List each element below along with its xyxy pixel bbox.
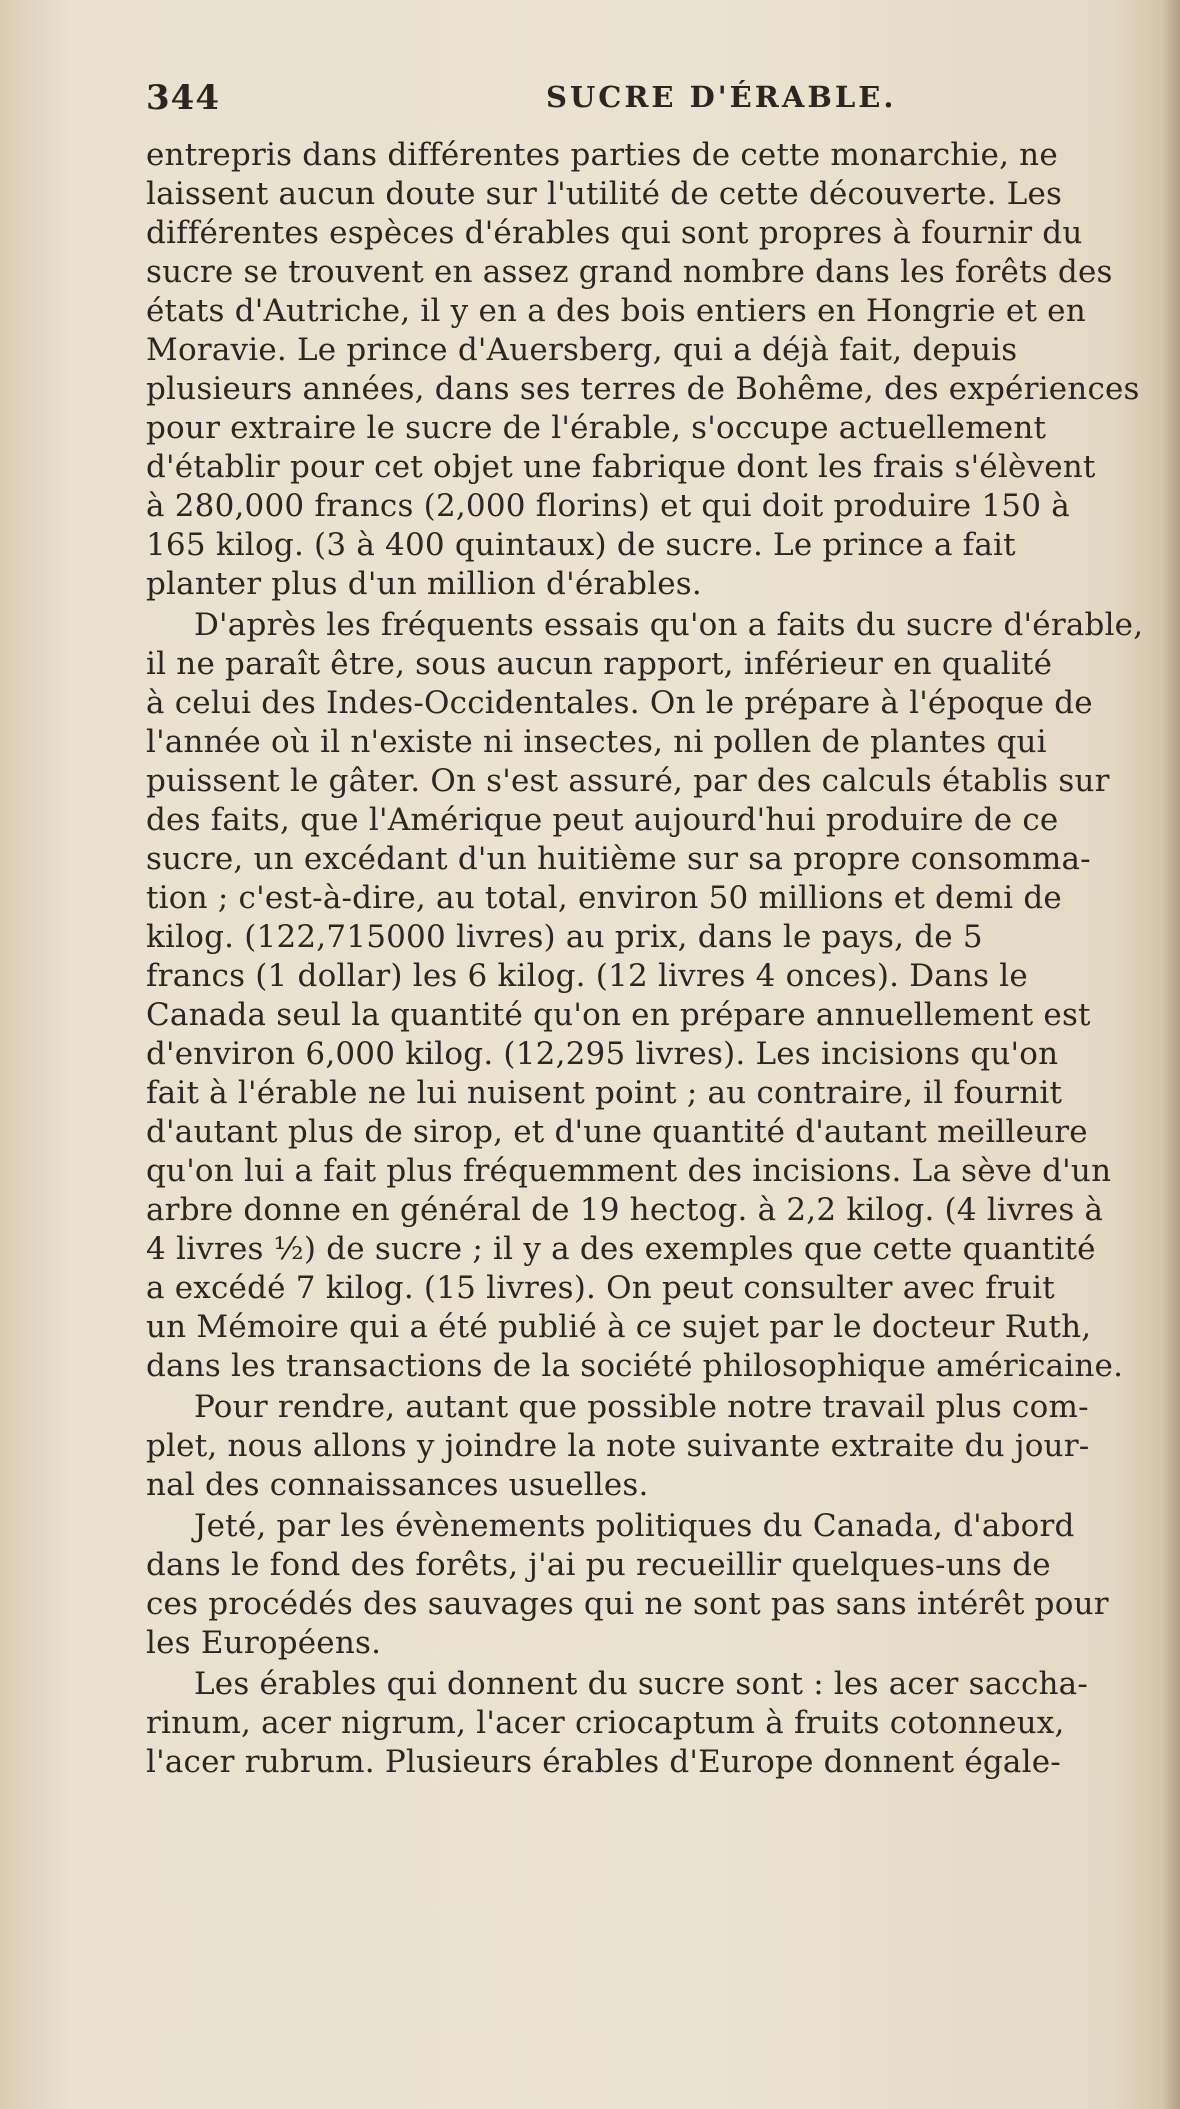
text-line: un Mémoire qui a été publié à ce sujet par le docteur Ruth, — [146, 1309, 1092, 1345]
text-line: à celui des Indes-Occidentales. On le prépare à l'époque de — [146, 685, 1093, 721]
text-line: d'établir pour cet objet une fabrique dont les frais s'élèvent — [146, 449, 1096, 485]
text-line: laissent aucun doute sur l'utilité de cette découverte. Les — [146, 176, 1063, 212]
text-line: d'autant plus de sirop, et d'une quantité d'autant meilleure — [146, 1114, 1088, 1150]
paragraph-start-line: Jeté, par les évènements politiques du Canada, d'abord — [194, 1508, 1075, 1544]
text-line: puissent le gâter. On s'est assuré, par des calculs établis sur — [146, 763, 1110, 799]
text-line: tion ; c'est-à-dire, au total, environ 50 millions et demi de — [146, 880, 1062, 916]
text-line: différentes espèces d'érables qui sont propres à fournir du — [146, 215, 1083, 251]
text-line: ces procédés des sauvages qui ne sont pas sans intérêt pour — [146, 1586, 1109, 1622]
text-line: l'acer rubrum. Plusieurs érables d'Europe donnent égale- — [146, 1744, 1061, 1780]
text-line: arbre donne en général de 19 hectog. à 2,2 kilog. (4 livres à — [146, 1192, 1104, 1228]
text-line: kilog. (122,715000 livres) au prix, dans le pays, de 5 — [146, 919, 983, 955]
page-header — [146, 78, 1146, 128]
text-line: des faits, que l'Amérique peut aujourd'hui produire de ce — [146, 802, 1059, 838]
text-line: dans le fond des forêts, j'ai pu recueillir quelques-uns de — [146, 1547, 1051, 1583]
text-line: Canada seul la quantité qu'on en prépare annuellement est — [146, 997, 1091, 1033]
text-line: qu'on lui a fait plus fréquemment des incisions. La sève d'un — [146, 1153, 1112, 1189]
text-line: plusieurs années, dans ses terres de Bohême, des expériences — [146, 371, 1140, 407]
text-line: il ne paraît être, sous aucun rapport, inférieur en qualité — [146, 646, 1053, 682]
body-text — [146, 136, 1168, 1782]
text-line: à 280,000 francs (2,000 florins) et qui doit produire 150 à — [146, 488, 1070, 524]
paragraph-start-line: D'après les fréquents essais qu'on a faits du sucre d'érable, — [194, 607, 1144, 643]
paragraph-start-line: Pour rendre, autant que possible notre travail plus com- — [194, 1389, 1089, 1425]
text-line: 165 kilog. (3 à 400 quintaux) de sucre. Le prince a fait — [146, 527, 1016, 563]
text-line: d'environ 6,000 kilog. (12,295 livres). Les incisions qu'on — [146, 1036, 1059, 1072]
text-line: l'année où il n'existe ni insectes, ni pollen de plantes qui — [146, 724, 1047, 760]
text-line: états d'Autriche, il y en a des bois entiers en Hongrie et en — [146, 293, 1086, 329]
text-line: les Européens. — [146, 1625, 382, 1661]
text-line: francs (1 dollar) les 6 kilog. (12 livres 4 onces). Dans le — [146, 958, 1028, 994]
text-line: sucre, un excédant d'un huitième sur sa propre consomma- — [146, 841, 1091, 877]
text-line: Moravie. Le prince d'Auersberg, qui a déjà fait, depuis — [146, 332, 1018, 368]
text-line: rinum, acer nigrum, l'acer criocaptum à fruits cotonneux, — [146, 1705, 1065, 1741]
text-line: dans les transactions de la société philosophique américaine. — [146, 1348, 1124, 1384]
paragraph-start-line: Les érables qui donnent du sucre sont : les acer saccha- — [194, 1666, 1089, 1702]
page-number: 344 — [146, 78, 220, 118]
text-line: 4 livres ½) de sucre ; il y a des exemples que cette quantité — [146, 1231, 1096, 1267]
text-line: pour extraire le sucre de l'érable, s'occupe actuellement — [146, 410, 1047, 446]
text-line: plet, nous allons y joindre la note suivante extraite du jour- — [146, 1428, 1090, 1464]
text-line: fait à l'érable ne lui nuisent point ; au contraire, il fournit — [146, 1075, 1063, 1111]
running-head: SUCRE D'ÉRABLE. — [546, 80, 897, 114]
text-line: nal des connaissances usuelles. — [146, 1467, 649, 1503]
text-line: sucre se trouvent en assez grand nombre dans les forêts des — [146, 254, 1113, 290]
text-line: a excédé 7 kilog. (15 livres). On peut consulter avec fruit — [146, 1270, 1055, 1306]
text-line: planter plus d'un million d'érables. — [146, 566, 702, 602]
text-line: entrepris dans différentes parties de cette monarchie, ne — [146, 137, 1058, 173]
